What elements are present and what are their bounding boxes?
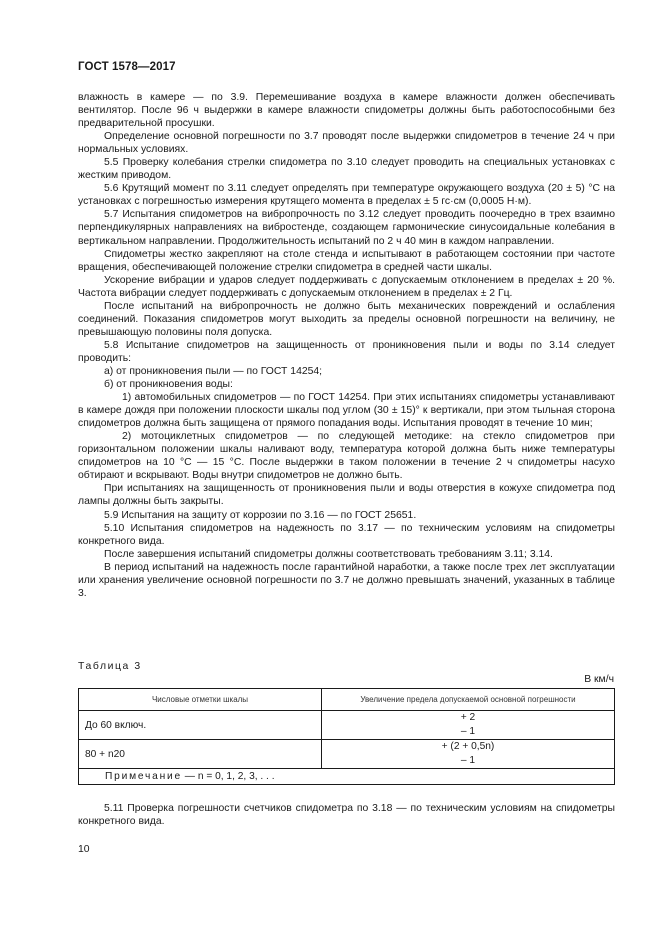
table-row (79, 740, 615, 769)
table-header-row (79, 689, 615, 711)
paragraph: Спидометры жестко закрепляют на столе стенда и испытывают в работающем состоянии при частоте вращения, обеспечивающей положение стрелки спидометра в средней части шкалы. (78, 248, 615, 273)
cell-error-minus: – 1 (460, 726, 476, 737)
paragraph: 5.8 Испытание спидометров на защищенность от проникновения пыли и воды по 3.14 следует проводить: (78, 339, 615, 364)
body-text (78, 91, 615, 600)
paragraph: 5.10 Испытания спидометров на надежность по 3.17 — по техническим условиям на спидометры конкретного вида. (78, 522, 615, 547)
cell-error (322, 740, 615, 769)
paragraph: Определение основной погрешности по 3.7 проводят после выдержки спидометров в течение 24 ч при нормальных условиях. (78, 131, 615, 156)
table-caption: Таблица 3 (78, 661, 142, 672)
table-note (79, 769, 615, 785)
paragraph: После испытаний на вибропрочность не должно быть механических повреждений и ослабления соединений. Показания спидометров могут выходить за пределы основной погрешности на величину, не превышающую половины поля допуска. (78, 300, 615, 338)
paragraph: При испытаниях на защищенность от проникновения пыли и воды отверстия в кожухе спидометра под лампы должны быть закрыты. (78, 483, 615, 508)
paragraph: 5.11 Проверка погрешности счетчиков спидометра по 3.18 — по техническим условиям на спидометры конкретного вида. (78, 803, 615, 828)
note-text: — n = 0, 1, 2, 3, . . . (181, 771, 275, 782)
paragraph: 5.6 Крутящий момент по 3.11 следует определять при температуре окружающего воздуха (20 ± 5) °С на установках с погрешностью измерения крутящего момента в пределах ± 5 гс·см (0,0005 Н·м). (78, 183, 615, 208)
table-row (79, 711, 615, 740)
page-number: 10 (78, 844, 90, 855)
paragraph: После завершения испытаний спидометры должны соответствовать требованиям 3.11; 3.14. (104, 548, 553, 560)
table-note-row (79, 769, 615, 785)
list-item: а) от проникновения пыли — по ГОСТ 14254; (104, 365, 323, 377)
cell-error-minus: – 1 (460, 755, 476, 766)
paragraph: Ускорение вибрации и ударов следует поддерживать с допускаемым отклонением в пределах ± 20 %. Частота вибрации следует поддерживать с допускаемым отклонением в пределах ± 2 Гц. (78, 274, 615, 299)
paragraph: 5.7 Испытания спидометров на вибропрочность по 3.12 следует проводить поочередно в трех взаимно перпендикулярных направлениях на вибростенде, создающем гармонические синусоидальные колебания в вертикальном направлении. Продолжительность испытаний по 2 ч 40 мин в каждом направлении. (78, 209, 615, 247)
cell-mark: До 60 включ. (79, 711, 322, 740)
cell-mark: 80 + n20 (79, 740, 322, 769)
list-item: б) от проникновения воды: (104, 379, 233, 391)
paragraph: 5.5 Проверку колебания стрелки спидометра по 3.10 следует проводить на специальных установках с жестким приводом. (78, 157, 615, 182)
paragraph: В период испытаний на надежность после гарантийной наработки, а также после трех лет эксплуатации или хранения увеличение основной погрешности по 3.7 не должно превышать значений, указанных в таблице 3. (78, 561, 615, 599)
page-header: ГОСТ 1578—2017 (78, 61, 176, 73)
note-label: Примечание (105, 771, 182, 782)
list-subitem: 2) мотоциклетных спидометров — по следующей методике: на стекло спидометров при горизонтальном положении шкалы наливают воду, температура которой должна быть ниже температуры спидометров на 10 °С — 15 °С. После выдержки в таком положении в течение 2 ч спидометры насухо обтирают и вскрывают. Воды внутри спидометров не должно быть. (78, 431, 615, 482)
cell-error-plus: + 2 (460, 712, 476, 723)
paragraph: влажность в камере — по 3.9. Перемешивание воздуха в камере влажности должен обеспечивать вентилятор. После 96 ч выдержки в камере влажности спидометры должны быть работоспособными без предварительной просушки. (78, 92, 615, 130)
paragraph-5-11 (78, 802, 615, 828)
column-header-marks: Числовые отметки шкалы (79, 689, 322, 711)
table-3 (78, 688, 615, 785)
column-header-error: Увеличение предела допускаемой основной погрешности (322, 689, 615, 711)
paragraph: 5.9 Испытания на защиту от коррозии по 3.16 — по ГОСТ 25651. (104, 509, 417, 521)
cell-error (322, 711, 615, 740)
list-subitem: 1) автомобильных спидометров — по ГОСТ 14254. При этих испытаниях спидометры устанавливают в камере дождя при положении плоскости шкалы под углом (30 ± 15)° к вертикали, при этом тыльная сторона спидометров должна быть защищена от прямого попадания воды. Испытания проводят в течение 10 мин; (78, 392, 615, 430)
cell-error-plus: + (2 + 0,5n) (441, 741, 495, 752)
table-unit: В км/ч (584, 674, 614, 685)
